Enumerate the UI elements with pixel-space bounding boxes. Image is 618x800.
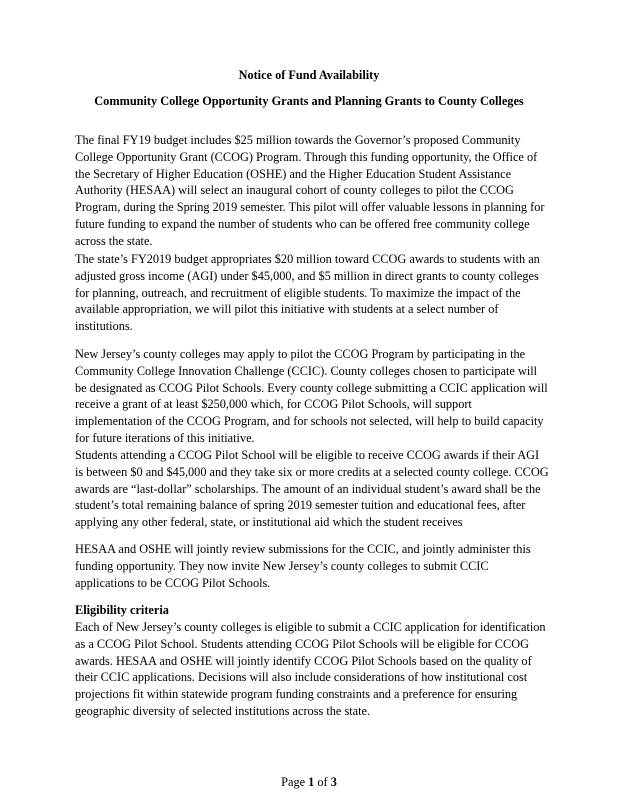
document-subtitle: Community College Opportunity Grants and Planning Grants to County Colleges bbox=[94, 94, 524, 108]
paragraph-eligibility-criteria: Each of New Jersey’s county colleges is eligible to submit a CCIC application for identification as a CCOG Pilot School. Students attending CCOG Pilot Schools will be eligible for CCOG awards. HESAA and OSHE will jointly identify CCOG Pilot Schools based on the quality of their CCIC applications. Decisions will also include considerations of how institutional cost projections fit within statewide program funding constraints and a preference for ensuring geographic diversity of selected institutions across the state. bbox=[75, 620, 546, 718]
page-of-label: of bbox=[317, 775, 328, 789]
eligibility-heading: Eligibility criteria bbox=[75, 603, 169, 617]
document-title: Notice of Fund Availability bbox=[238, 68, 380, 82]
page-label: Page bbox=[281, 775, 306, 789]
page-footer bbox=[0, 775, 618, 789]
paragraph-student-eligibility: Students attending a CCOG Pilot School will be eligible to receive CCOG awards if their AGI is between $0 and $45,000 and they take six or more credits at a selected county college. CCOG awards are “last-dollar” scholarships. The amount of an individual student’s award shall be the student’s total remaining balance of spring 2019 semester tuition and educational fees, after applying any other federal, state, or institutional aid which the student receives bbox=[75, 448, 549, 530]
paragraph-joint-review: HESAA and OSHE will jointly review submissions for the CCIC, and jointly administer this funding opportunity. They now invite New Jersey’s county colleges to submit CCIC applications to be CCOG Pilot Schools. bbox=[75, 542, 531, 590]
page-number: 1 bbox=[308, 775, 315, 789]
paragraph-appropriation: The state’s FY2019 budget appropriates $20 million toward CCOG awards to students with an adjusted gross income (AGI) under $45,000, and $5 million in direct grants to county colleges for planning, outreach, and recruitment of eligible students. To maximize the impact of the available appropriation, we will pilot this initiative with students at a select number of institutions. bbox=[75, 252, 540, 334]
paragraph-ccic-application: New Jersey’s county colleges may apply to pilot the CCOG Program by participating in the Community College Innovation Challenge (CCIC). County colleges chosen to participate will be designated as CCOG Pilot Schools. Every county college submitting a CCIC application will receive a grant of at least $250,000 which, for CCOG Pilot Schools, will support implementation of the CCOG Program, and for schools not selected, will help to build capacity for future iterations of this initiative. bbox=[75, 347, 548, 445]
paragraph-budget-intro: The final FY19 budget includes $25 million towards the Governor’s proposed Community College Opportunity Grant (CCOG) Program. Through this funding opportunity, the Office of the Secretary of Higher Education (OSHE) and the Higher Education Student Assistance Authority (HESAA) will select an inaugural cohort of county colleges to pilot the CCOG Program, during the Spring 2019 semester. This pilot will offer valuable lessons in planning for future funding to expand the number of students who can be offered free community college across the state. bbox=[75, 133, 545, 248]
page-total: 3 bbox=[330, 775, 337, 789]
